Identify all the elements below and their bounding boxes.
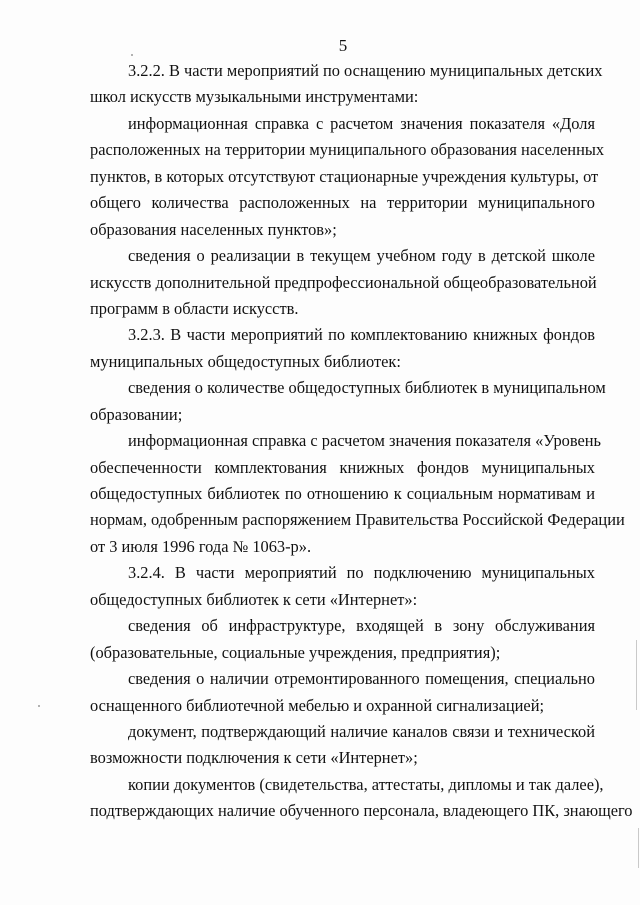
scan-edge-mark bbox=[636, 640, 637, 710]
document-body bbox=[90, 58, 633, 825]
text-line-21: сведения об инфраструктуре, входящей в зону обслуживания bbox=[128, 616, 595, 636]
text-line-26: возможности подключения к сети «Интернет»; bbox=[90, 748, 418, 768]
page-number: 5 bbox=[338, 36, 348, 55]
text-line-13: образовании; bbox=[90, 404, 183, 424]
text-line-8: искусств дополнительной предпрофессиональной общеобразовательной bbox=[90, 272, 597, 292]
text-line-19: 3.2.4. В части мероприятий по подключению муниципальных bbox=[128, 563, 595, 583]
text-line-17: нормам, одобренным распоряжением Правительства Российской Федерации bbox=[90, 510, 625, 530]
text-line-7: сведения о реализации в текущем учебном году в детской школе bbox=[128, 246, 595, 266]
text-line-20: общедоступных библиотек к сети «Интернет»: bbox=[90, 589, 418, 609]
text-line-25: документ, подтверждающий наличие каналов связи и технической bbox=[128, 721, 595, 741]
text-line-10: 3.2.3. В части мероприятий по комплектованию книжных фондов bbox=[128, 325, 595, 345]
text-line-1: школ искусств музыкальными инструментами: bbox=[90, 87, 419, 107]
text-line-23: сведения о наличии отремонтированного помещения, специально bbox=[128, 669, 595, 689]
scan-speck bbox=[38, 705, 40, 707]
text-line-14: информационная справка с расчетом значения показателя «Уровень bbox=[128, 431, 601, 451]
scan-speck bbox=[131, 54, 133, 56]
text-line-5: общего количества расположенных на территории муниципального bbox=[90, 193, 595, 213]
text-line-16: общедоступных библиотек по отношению к социальным нормативам и bbox=[90, 484, 595, 503]
text-line-22: (образовательные, социальные учреждения, предприятия); bbox=[90, 642, 501, 662]
text-line-24: оснащенного библиотечной мебелью и охранной сигнализацией; bbox=[90, 695, 545, 715]
text-line-4: пунктов, в которых отсутствуют стационарные учреждения культуры, от bbox=[90, 166, 599, 186]
text-line-9: программ в области искусств. bbox=[90, 298, 299, 318]
text-line-6: образования населенных пунктов»; bbox=[90, 219, 337, 239]
scan-edge-mark bbox=[638, 828, 639, 868]
text-line-3: расположенных на территории муниципального образования населенных bbox=[90, 140, 605, 160]
text-line-12: сведения о количестве общедоступных библиотек в муниципальном bbox=[128, 378, 606, 398]
text-line-2: информационная справка с расчетом значения показателя «Доля bbox=[128, 113, 595, 133]
text-line-18: от 3 июля 1996 года № 1063-р». bbox=[90, 536, 312, 556]
text-line-28: подтверждающих наличие обученного персонала, владеющего ПК, знающего bbox=[90, 801, 633, 821]
text-line-15: обеспеченности комплектования книжных фондов муниципальных bbox=[90, 457, 595, 477]
text-line-11: муниципальных общедоступных библиотек: bbox=[90, 351, 401, 371]
text-line-27: копии документов (свидетельства, аттестаты, дипломы и так далее), bbox=[128, 774, 604, 794]
text-line-0: 3.2.2. В части мероприятий по оснащению муниципальных детских bbox=[128, 61, 603, 80]
